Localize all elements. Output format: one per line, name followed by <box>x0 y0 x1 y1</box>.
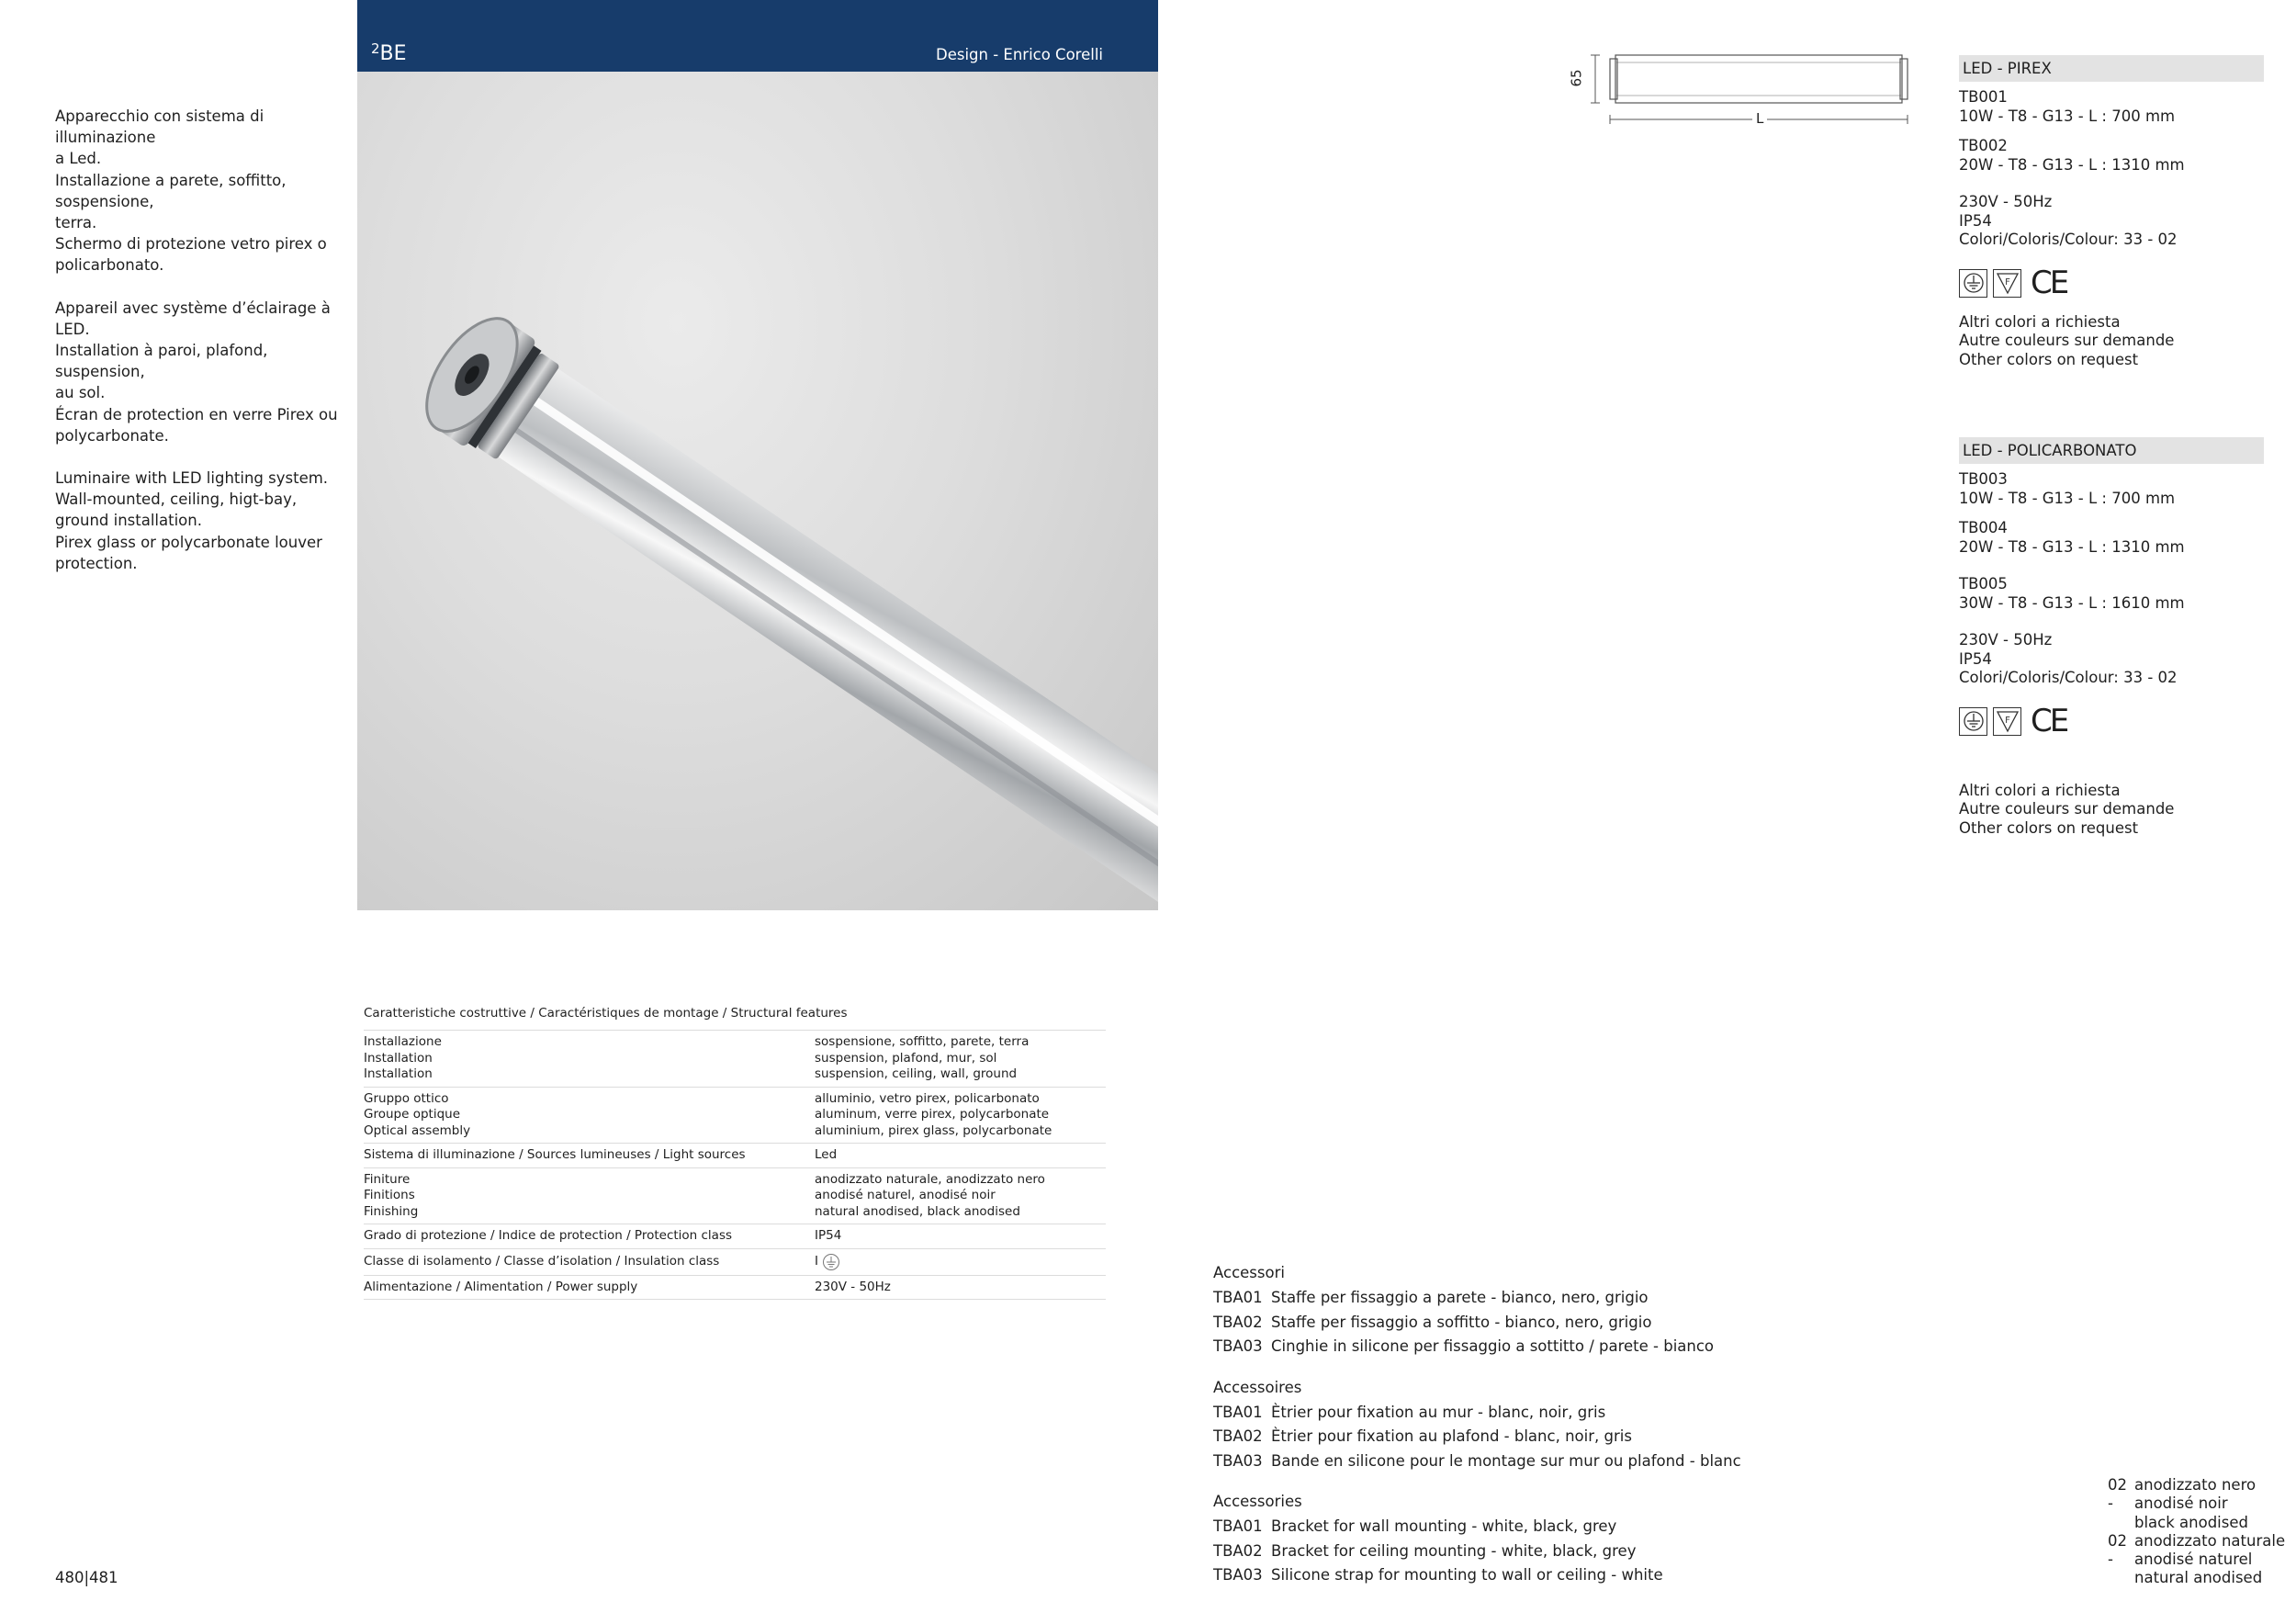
model-spec: 10W - T8 - G13 - L : 700 mm <box>1959 489 2176 507</box>
spec-poly-model-1 <box>1959 470 2264 508</box>
product-code-superscript: 2 <box>371 40 380 57</box>
other-colors-fr: Autre couleurs sur demande <box>1959 800 2175 818</box>
finish-name-it: anodizzato nero <box>2134 1476 2257 1494</box>
accessory-code: TBA01 <box>1213 1403 1263 1421</box>
feature-label: Gruppo ottico Groupe optique Optical assembly <box>364 1090 471 1138</box>
feature-label: Finiture Finitions Finishing <box>364 1171 419 1219</box>
finish-names <box>2134 1476 2256 1532</box>
accessory-text: Bracket for ceiling mounting - white, black, grey <box>1271 1541 1637 1560</box>
accessory-code: TBA03 <box>1213 1566 1263 1584</box>
svg-text:F: F <box>2004 716 2010 726</box>
table-row <box>364 1224 1106 1249</box>
feature-value: alluminio, vetro pirex, policarbonato aluminum, verre pirex, polycarbonate aluminium, pirex glass, polycarbonate <box>815 1090 1052 1138</box>
spec-pirex-other-colors <box>1959 313 2264 370</box>
ground-symbol-icon <box>1959 269 1987 298</box>
accessory-text: Bracket for wall mounting - white, black, grey <box>1271 1517 1617 1535</box>
tube-dimension-sketch <box>1575 46 1910 138</box>
accessories-group-it <box>1213 1263 1783 1361</box>
finish-legend <box>2108 1476 2291 1588</box>
feature-value: Led <box>815 1147 838 1162</box>
spec-poly-model-2 <box>1959 519 2264 557</box>
model-code: TB005 <box>1959 575 2008 592</box>
svg-text:F: F <box>2004 277 2010 288</box>
class-i-insulation-icon <box>822 1253 840 1271</box>
spec-pirex-electrical <box>1959 193 2264 250</box>
colours: Colori/Coloris/Colour: 33 - 02 <box>1959 231 2178 248</box>
spec-poly-model-3 <box>1959 575 2264 613</box>
accessory-text: Ètrier pour fixation au mur - blanc, noir, gris <box>1271 1403 1606 1421</box>
accessory-text: Silicone strap for mounting to wall or ceiling - white <box>1271 1566 1663 1584</box>
spec-pirex-heading: LED - PIREX <box>1959 55 2264 82</box>
product-description <box>55 106 340 595</box>
designer-credit: Design - Enrico Corelli <box>935 46 1103 63</box>
ce-mark-icon: CE <box>2031 702 2067 739</box>
product-code <box>371 40 407 65</box>
dimension-drawing <box>1568 46 1910 138</box>
product-code-text: BE <box>379 42 407 65</box>
feature-value: sospensione, soffitto, parete, terra suspension, plafond, mur, sol suspension, ceiling, wall, ground <box>815 1034 1030 1081</box>
finish-name-it: anodizzato naturale <box>2134 1531 2286 1550</box>
table-row <box>364 1031 1106 1088</box>
accessory-row <box>1213 1288 1783 1313</box>
feature-label: Alimentazione / Alimentation / Power supply <box>364 1279 638 1294</box>
accessory-code: TBA03 <box>1213 1337 1263 1355</box>
spec-poly-electrical <box>1959 631 2264 688</box>
accessory-text: Ètrier pour fixation au plafond - blanc, noir, gris <box>1271 1427 1632 1445</box>
ce-mark-icon: CE <box>2031 264 2067 301</box>
product-photo <box>357 72 1158 910</box>
accessories-heading: Accessoires <box>1213 1378 1302 1396</box>
accessory-row <box>1213 1565 1783 1590</box>
accessory-code: TBA01 <box>1213 1517 1263 1535</box>
finish-number: 02 - <box>2108 1476 2127 1513</box>
accessories-section <box>1213 1263 1783 1607</box>
accessory-code: TBA02 <box>1213 1541 1263 1560</box>
feature-label: Classe di isolamento / Classe d’isolation / Insulation class <box>364 1253 720 1269</box>
model-code: TB001 <box>1959 88 2008 106</box>
f-mark-icon <box>1993 707 2021 736</box>
voltage: 230V - 50Hz <box>1959 631 2053 648</box>
accessories-heading: Accessori <box>1213 1264 1285 1281</box>
description-english: Luminaire with LED lighting system. Wall-mounted, ceiling, higt-bay, ground installation. Pirex glass or polycarbonate louver protection. <box>55 469 329 572</box>
ip-rating: IP54 <box>1959 211 1992 230</box>
ground-symbol-icon <box>1959 707 1987 736</box>
model-code: TB004 <box>1959 519 2008 536</box>
features-title: Caratteristiche costruttive / Caractéristiques de montage / Structural features <box>364 1004 1106 1031</box>
model-spec: 30W - T8 - G13 - L : 1610 mm <box>1959 593 2185 612</box>
model-code: TB003 <box>1959 470 2008 488</box>
tube-light-illustration <box>357 72 1158 910</box>
spec-poly-other-colors <box>1959 782 2264 839</box>
model-code: TB002 <box>1959 137 2008 154</box>
feature-value: 230V - 50Hz <box>815 1279 891 1294</box>
colours: Colori/Coloris/Colour: 33 - 02 <box>1959 669 2178 686</box>
other-colors-en: Other colors on request <box>1959 350 2139 368</box>
structural-features-table <box>364 1004 1106 1300</box>
accessory-row <box>1213 1313 1783 1337</box>
accessory-text: Cinghie in silicone per fissaggio a sottitto / parete - bianco <box>1271 1337 1715 1355</box>
spec-poly-heading: LED - POLICARBONATO <box>1959 437 2264 464</box>
feature-label: Sistema di illuminazione / Sources lumineuses / Light sources <box>364 1147 746 1162</box>
spec-pirex <box>1959 55 2264 369</box>
height-label: 65 <box>1568 69 1585 87</box>
finish-name-en: black anodised <box>2134 1513 2248 1531</box>
description-french: Appareil avec système d’éclairage à LED. Installation à paroi, plafond, suspension, au sol. Écran de protection en verre Pirex ou polycarbonate. <box>55 299 338 445</box>
accessory-code: TBA01 <box>1213 1289 1263 1306</box>
accessory-row <box>1213 1517 1783 1541</box>
table-row <box>364 1088 1106 1145</box>
accessory-row <box>1213 1427 1783 1451</box>
certification-marks <box>1959 264 2264 301</box>
accessory-text: Staffe per fissaggio a parete - bianco, nero, grigio <box>1271 1289 1649 1306</box>
accessory-code: TBA02 <box>1213 1427 1263 1445</box>
feature-label: Installazione Installation Installation <box>364 1034 442 1081</box>
feature-label: Grado di protezione / Indice de protection / Protection class <box>364 1228 733 1243</box>
length-label: L <box>1752 110 1767 127</box>
accessory-row <box>1213 1336 1783 1361</box>
spec-pirex-model-1 <box>1959 88 2264 126</box>
accessory-row <box>1213 1541 1783 1566</box>
description-italian: Apparecchio con sistema di illuminazione a Led. Installazione a parete, soffitto, sospensione, terra. Schermo di protezione vetro pirex o policarbonato. <box>55 107 327 275</box>
other-colors-en: Other colors on request <box>1959 818 2139 837</box>
other-colors-fr: Autre couleurs sur demande <box>1959 332 2175 349</box>
other-colors-it: Altri colori a richiesta <box>1959 781 2121 799</box>
finish-name-en: natural anodised <box>2134 1569 2263 1587</box>
page-number: 480|481 <box>55 1569 118 1586</box>
finish-item <box>2108 1532 2291 1588</box>
accessories-group-fr <box>1213 1378 1783 1476</box>
feature-value: anodizzato naturale, anodizzato nero anodisé naturel, anodisé noir natural anodised, black anodised <box>815 1171 1045 1219</box>
accessory-code: TBA03 <box>1213 1451 1263 1470</box>
table-row <box>364 1144 1106 1168</box>
model-spec: 20W - T8 - G13 - L : 1310 mm <box>1959 155 2185 174</box>
accessory-row <box>1213 1403 1783 1427</box>
finish-names <box>2134 1532 2285 1588</box>
table-row <box>364 1168 1106 1225</box>
accessory-text: Bande en silicone pour le montage sur mur ou plafond - blanc <box>1271 1451 1741 1470</box>
finish-item <box>2108 1476 2291 1532</box>
feature-value: IP54 <box>815 1228 842 1243</box>
other-colors-it: Altri colori a richiesta <box>1959 312 2121 331</box>
accessory-text: Staffe per fissaggio a soffitto - bianco, nero, grigio <box>1271 1313 1652 1331</box>
model-spec: 20W - T8 - G13 - L : 1310 mm <box>1959 537 2185 556</box>
voltage: 230V - 50Hz <box>1959 193 2053 210</box>
feature-value-cell <box>815 1253 1106 1271</box>
model-spec: 10W - T8 - G13 - L : 700 mm <box>1959 107 2176 125</box>
f-mark-icon <box>1993 269 2021 298</box>
finish-number: 02 - <box>2108 1531 2127 1569</box>
certification-marks <box>1959 702 2264 739</box>
accessory-row <box>1213 1451 1783 1476</box>
product-header-band <box>357 0 1158 72</box>
ip-rating: IP54 <box>1959 649 1992 668</box>
spec-polycarbonate <box>1959 437 2264 838</box>
feature-value: I <box>815 1253 818 1269</box>
table-row <box>364 1276 1106 1301</box>
accessories-heading: Accessories <box>1213 1493 1302 1510</box>
finish-name-fr: anodisé naturel <box>2134 1551 2253 1569</box>
accessories-group-en <box>1213 1492 1783 1590</box>
spec-pirex-model-2 <box>1959 137 2264 175</box>
accessory-code: TBA02 <box>1213 1313 1263 1331</box>
finish-name-fr: anodisé noir <box>2134 1494 2228 1513</box>
table-row <box>364 1249 1106 1276</box>
